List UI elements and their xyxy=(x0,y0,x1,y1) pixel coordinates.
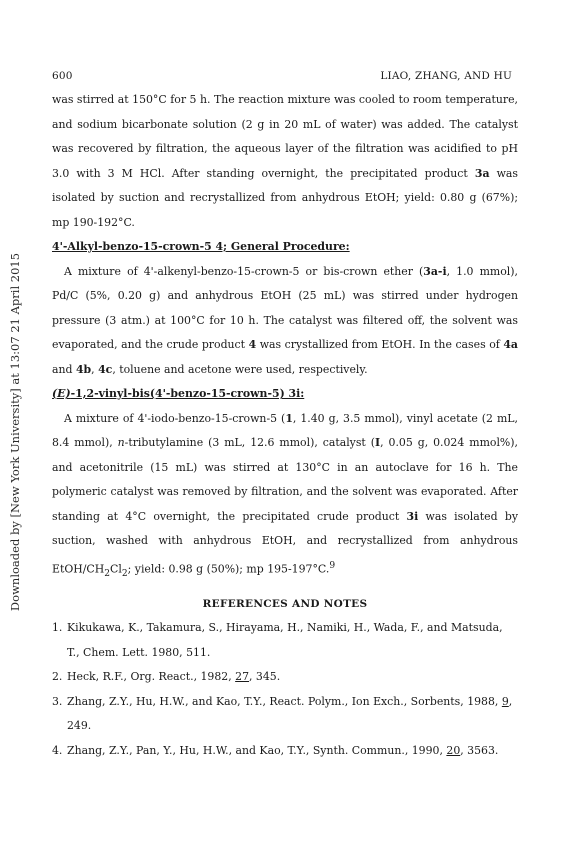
article-body xyxy=(52,88,518,763)
compound-label: 1 xyxy=(285,411,293,425)
compound-label: 4a xyxy=(503,338,518,351)
section-heading-vinyl: (E)-1,2-vinyl-bis(4'-benzo-15-crown-5) 3i: xyxy=(52,387,305,400)
references-title: REFERENCES AND NOTES xyxy=(202,597,368,610)
section-heading-alkyl: 4'-Alkyl-benzo-15-crown-5 4; General Procedure: xyxy=(52,240,350,253)
paragraph-alkyl-procedure: A mixture of 4'-alkenyl-benzo-15-crown-5 or bis-crown ether (3a-i, 1.0 mmol), Pd/C (5%, 0.20 g) and anhydrous EtOH (25 mL) was stirred under hydrogen pressure (3 atm.) at 100°C for 10 h. The catalyst was filtered off, the solvent was evaporated, and the crude product 4 was crystallized from EtOH. In the cases of 4a and 4b, 4c, toluene and acetone were used, respectively. xyxy=(52,264,518,376)
reference-item: 1. Kikukawa, K., Takamura, S., Hirayama, H., Namiki, H., Wada, F., and Matsuda, T., Chem. Lett. 1980, 511. xyxy=(52,621,503,659)
compound-label: 3a xyxy=(474,166,490,180)
compound-label: 4c xyxy=(98,362,113,376)
reference-item: 3. Zhang, Z.Y., Hu, H.W., and Kao, T.Y., React. Polym., Ion Exch., Sorbents, 1988, 9, 249. xyxy=(52,694,513,733)
reference-item: 4. Zhang, Z.Y., Pan, Y., Hu, H.W., and Kao, T.Y., Synth. Commun., 1990, 20, 3563. xyxy=(52,743,499,757)
download-watermark xyxy=(0,0,30,863)
para1-text: was stirred at 150°C for 5 h. The reaction mixture was cooled to room temperature, and sodium bicarbonate solution (2 g in 20 mL of water) was added. The catalyst was recovered by filtration, the aqueous layer of the filtration was acidified to pH 3.0 with 3 M HCl. After standing overnight, the precipitated product xyxy=(52,93,518,180)
volume-number: 20 xyxy=(446,743,461,757)
download-note: Downloaded by [New York University] at 13:07 21 April 2015 xyxy=(8,252,22,612)
volume-number: 27 xyxy=(235,670,249,684)
compound-label: 3a-i xyxy=(423,264,447,278)
normal-prefix: n xyxy=(117,436,125,449)
running-title: LIAO, ZHANG, AND HU xyxy=(380,70,512,82)
footnote-ref: 9 xyxy=(329,560,336,571)
volume-number: 9 xyxy=(501,694,509,708)
paragraph-continued xyxy=(52,88,518,235)
stereo-prefix: (E) xyxy=(52,387,71,400)
reference-list xyxy=(52,616,518,763)
para1-text-2: was isolated by suction and recrystallized from anhydrous EtOH; yield: 0.80 g (67%); mp 190-192°C. xyxy=(52,166,518,229)
compound-label: 4b xyxy=(75,362,92,376)
compound-label: 3i xyxy=(406,509,419,523)
reference-item: 2. Heck, R.F., Org. React., 1982, 27, 345. xyxy=(52,670,281,684)
catalyst-label: I xyxy=(375,436,381,449)
paragraph-vinyl-procedure: A mixture of 4'-iodo-benzo-15-crown-5 (1, 1.40 g, 3.5 mmol), vinyl acetate (2 mL, 8.4 mmol), n-tributylamine (3 mL, 12.6 mmol), catalyst (I, 0.05 g, 0.024 mmol%), and acetonitrile (15 mL) was stirred at 130°C in an autoclave for 16 h. The polymeric catalyst was removed by filtration, and the solvent was evaporated. After standing at 4°C overnight, the precipitated crude product 3i was isolated by suction, washed with anhydrous EtOH, and recrystallized from anhydrous EtOH/$CH_2Cl_2$; yield: 0.98 g (50%); mp 195-197°C.$^9$ xyxy=(52,411,518,579)
page-number: 600 xyxy=(52,70,73,82)
compound-label: 4 xyxy=(248,338,257,351)
